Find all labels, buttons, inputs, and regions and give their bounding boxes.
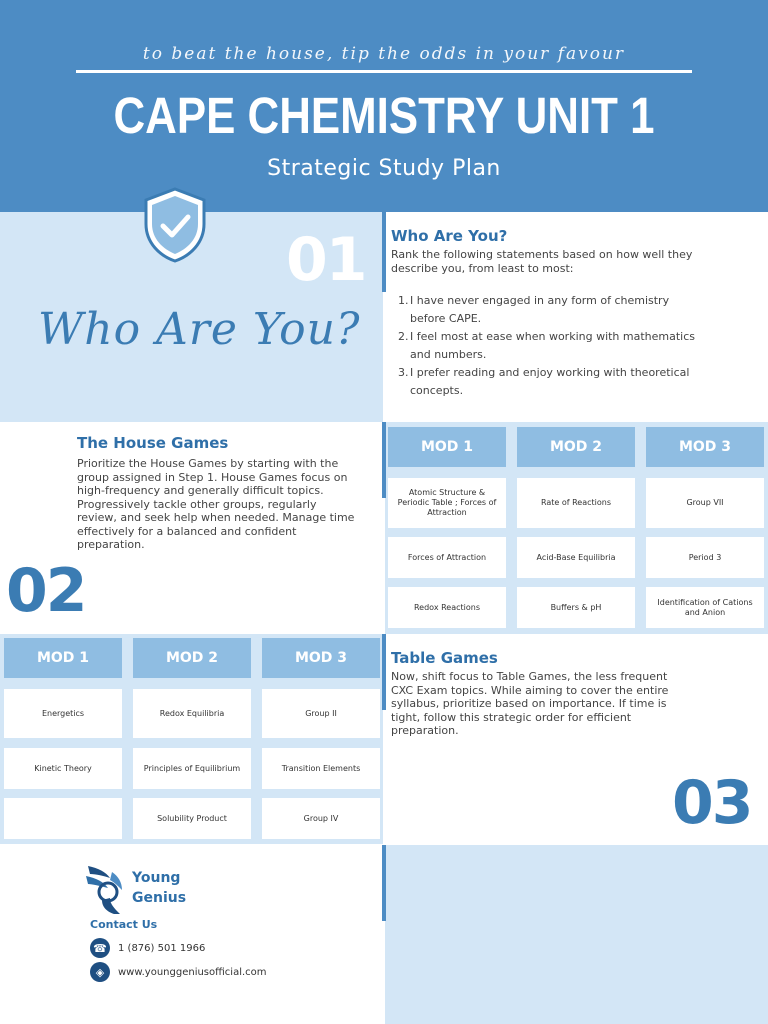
table-cell: Period 3: [646, 537, 764, 578]
brand-line-1: Young: [132, 870, 181, 886]
section-number-03: 03: [672, 768, 752, 838]
table-cell: Transition Elements: [262, 748, 380, 789]
list-item: 1. I have never engaged in any form of chemistry before CAPE.: [398, 294, 670, 325]
accent-bar: [382, 422, 386, 498]
house-mod-2-header: MOD 2: [517, 427, 635, 467]
house-mod-1-header: MOD 1: [388, 427, 506, 467]
page-subtitle: Strategic Study Plan: [267, 156, 501, 181]
table-cell: Acid-Base Equilibria: [517, 537, 635, 578]
who-heading: Who Are You?: [391, 227, 508, 245]
accent-bar: [382, 845, 386, 921]
section-number-02: 02: [6, 556, 86, 626]
contact-phone-row: [90, 938, 205, 958]
table-cell: Buffers & pH: [517, 587, 635, 628]
contact-heading: Contact Us: [90, 918, 158, 931]
table-cell: Group II: [262, 689, 380, 738]
brand-line-2: Genius: [132, 890, 187, 906]
who-statement-list: [398, 292, 698, 400]
table-cell: Redox Reactions: [388, 587, 506, 628]
section-number-01: 01: [286, 225, 366, 295]
table-cell: Identification of Cations and Anion: [646, 587, 764, 628]
house-games-text: Prioritize the House Games by starting with the group assigned in Step 1. House Games focus on high-frequency and generally difficult topics. Progressively tackle other groups, regularly review, and seek help when needed. Manage time effectively for a balanced and confident preparation.: [77, 457, 355, 551]
table-cell: Redox Equilibria: [133, 689, 251, 738]
house-mod-3-header: MOD 3: [646, 427, 764, 467]
globe-icon: ◈: [90, 962, 110, 982]
table-mod-1-header: MOD 1: [4, 638, 122, 678]
header-divider: [76, 70, 692, 73]
phone-icon: ☎: [90, 938, 110, 958]
table-cell: [4, 798, 122, 839]
who-intro: Rank the following statements based on how well they describe you, from least to most:: [391, 248, 693, 275]
brand-name: [132, 868, 212, 908]
table-cell: Forces of Attraction: [388, 537, 506, 578]
table-cell: Atomic Structure & Periodic Table ; Forces of Attraction: [388, 478, 506, 528]
contact-website-row: [90, 962, 267, 982]
house-games-heading: The House Games: [77, 434, 229, 452]
page-title: CAPE CHEMISTRY UNIT 1: [113, 87, 655, 144]
contact-website[interactable]: www.younggeniusofficial.com: [118, 966, 267, 978]
bottom-panel-bg: [385, 845, 768, 1024]
contact-phone[interactable]: 1 (876) 501 1966: [118, 942, 206, 954]
table-cell: Principles of Equilibrium: [133, 748, 251, 789]
young-genius-logo: [84, 862, 128, 916]
accent-bar: [382, 634, 386, 710]
table-mod-3-header: MOD 3: [262, 638, 380, 678]
table-cell: Group VII: [646, 478, 764, 528]
table-cell: Kinetic Theory: [4, 748, 122, 789]
list-item: 3. I prefer reading and enjoy working with theoretical concepts.: [398, 366, 690, 397]
table-cell: Solubility Product: [133, 798, 251, 839]
table-games-text: Now, shift focus to Table Games, the less frequent CXC Exam topics. While aiming to cover the entire syllabus, prioritize based on importance. If time is tight, follow this strategic order for efficient preparation.: [391, 670, 669, 737]
accent-bar: [382, 212, 386, 292]
list-item: 2. I feel most at ease when working with mathematics and numbers.: [398, 330, 696, 361]
table-cell: Rate of Reactions: [517, 478, 635, 528]
table-mod-2-header: MOD 2: [133, 638, 251, 678]
who-script-title: Who Are You?: [38, 304, 361, 355]
table-cell: Energetics: [4, 689, 122, 738]
tagline: to beat the house, tip the odds in your favour: [142, 44, 626, 64]
table-games-heading: Table Games: [391, 649, 498, 667]
table-cell: Group IV: [262, 798, 380, 839]
shield-check-icon: [142, 186, 208, 264]
